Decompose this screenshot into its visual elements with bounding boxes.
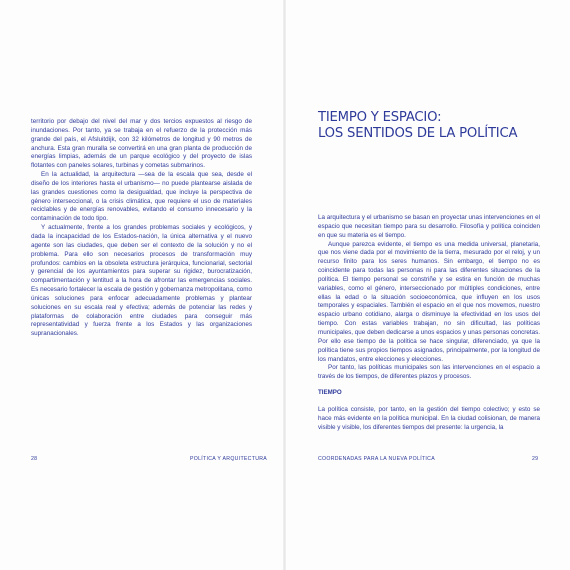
right-paragraph-2: Aunque parezca evidente, el tiempo es una medida universal, planetaria, que nos viene dada por el movimiento de la tierra, mesurado por el reloj, y un recurso finito para los seres humanos. Sin embargo, el tiempo no es coincidente para todas las personas ni para las diferentes situaciones de la política. El tiempo personal se constriñe y se estira en función de muchas variables, como el género, interseccionado por múltiples condiciones, entre ellas la edad o la situación socioeconómica, que influyen en los usos temporales y espaciales. También el espacio en el que nos movemos, nuestro espacio urbano cotidiano, alarga o disminuye la efectividad en los usos del tiempo. Con estas variables trabajan, no sin dificultad, las políticas municipales, que deben dedicarse a unos espacios y unas personas concretas. Por ello ese tiempo de la política se hace singular, diferenciado, ya que la política tiene sus propios tiempos asignados, principalmente, por la longitud de los mandatos, entre elecciones y elecciones. xyxy=(318,240,540,363)
left-paragraph-2: En la actualidad, la arquitectura —sea de la escala que sea, desde el diseño de los interiores hasta el urbanismo— no puede plantearse aislada de las grandes cuestiones como la desigualdad, que incluye la perspectiva de género interseccional, o la crisis climática, que requiere el uso de materiales reciclables y de energías renovables, evitando el consumo innecesario y la contaminación de todo tipo. xyxy=(31,171,252,223)
right-page-number: 29 xyxy=(532,456,539,462)
section-heading: TIEMPO xyxy=(318,389,342,396)
right-intro-text xyxy=(318,214,540,382)
book-gutter xyxy=(283,0,286,570)
right-section-paragraph: La política consiste, por tanto, en la gestión del tiempo colectivo; y esto se hace más evidente en la política municipal. En la ciudad colisionan, de manera visible y visible, los diferentes tiempos del presente: la urgencia, la xyxy=(318,406,540,431)
right-running-head: COORDENADAS PARA LA NUEVA POLÍTICA xyxy=(318,456,435,462)
left-page-number: 28 xyxy=(31,456,38,462)
right-section-text xyxy=(318,406,540,433)
left-running-head: POLÍTICA Y ARQUITECTURA xyxy=(190,456,268,462)
chapter-title-line-1: TIEMPO Y ESPACIO: xyxy=(318,110,442,125)
left-body-text xyxy=(31,118,252,339)
right-paragraph-3: Por tanto, las políticas municipales son las intervenciones en el espacio a través de los tiempos, de diferentes plazos y procesos. xyxy=(318,364,540,381)
right-paragraph-1: La arquitectura y el urbanismo se basan en proyectar unas intervenciones en el espacio que necesitan tiempo para su desarrollo. Filosofía y política coinciden en que su materia es el tiempo. xyxy=(318,214,540,239)
left-paragraph-3: Y actualmente, frente a los grandes problemas sociales y ecológicos, y dada la incapacidad de los Estados-nación, la única alternativa y el nuevo agente son las ciudades, que deben ser el contexto de la solución y no el problema. Para ello son necesarios procesos de transformación muy profundos: cambios en la obsoleta estructura jerárquica, funcionarial, sectorial y gerencial de los ayuntamientos para superar su rigidez, burocratización, compartimentación y lentitud a la hora de afrontar las emergencias sociales. Es necesario fortalecer la escala de gestión y gobernanza metropolitana, como únicas soluciones para enfocar adecuadamente problemas y plantear soluciones en su escala real y efectiva; además de potenciar las redes y plataformas de colaboración entre ciudades para conseguir más representatividad y fuerza frente a los Estados y las organizaciones supranacionales. xyxy=(31,224,252,338)
left-paragraph-1: territorio por debajo del nivel del mar y dos tercios expuestos al riesgo de inundaciones. Por tanto, ya se trabaja en el refuerzo de la protección más grande del país, el Afsluitdijk, con 32 kilómetros de longitud y 90 metros de anchura. Esta gran muralla se convertirá en una gran planta de producción de energías limpias, además de un parque ecológico y del proyecto de islas flotantes con paneles solares, turbinas y cometas submarinos. xyxy=(31,118,252,170)
chapter-title-line-2: LOS SENTIDOS DE LA POLÍTICA xyxy=(318,126,518,141)
chapter-title xyxy=(318,110,543,142)
